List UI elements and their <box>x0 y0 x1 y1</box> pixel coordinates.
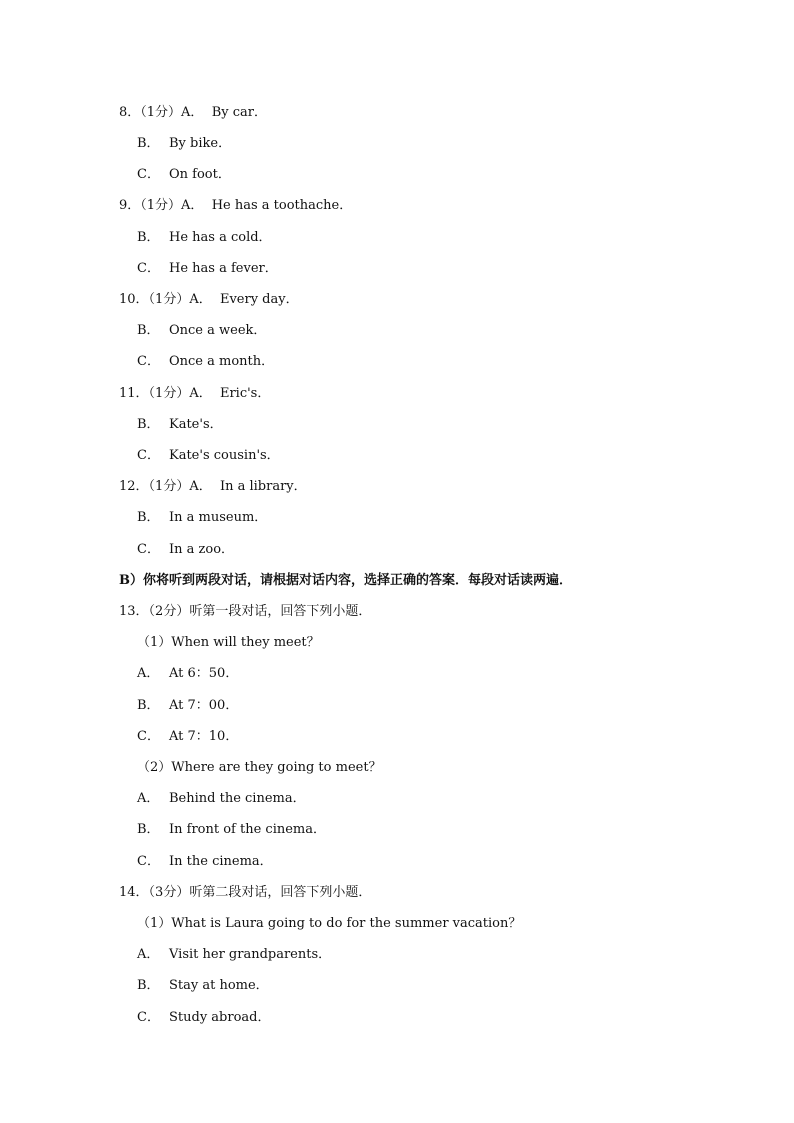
option-b <box>137 698 238 714</box>
option-text: By car． <box>211 105 267 120</box>
question-11 <box>119 386 270 402</box>
option-text: Once a month． <box>169 354 275 369</box>
question-number: 9．（1分）A． <box>119 198 204 213</box>
option-letter: B． <box>137 136 160 151</box>
option-text: In a library． <box>219 479 307 494</box>
question-number: 12．（1分）A． <box>119 479 212 494</box>
option-letter: A． <box>137 947 160 962</box>
question-number: 10．（1分）A． <box>119 292 212 307</box>
option-text: At 7：10． <box>169 729 239 744</box>
option-b <box>137 510 267 526</box>
option-text: At 7：00． <box>169 698 239 713</box>
option-letter: B． <box>137 822 160 837</box>
section-b-instructions: B）你将听到两段对话，请根据对话内容，选择正确的答案．每段对话读两遍． <box>119 573 572 588</box>
option-letter: B． <box>137 230 160 245</box>
option-text: Eric's． <box>219 386 271 401</box>
option-letter: C． <box>137 261 160 276</box>
sub-question: （1）What is Laura going to do for the summer vacation？ <box>137 916 522 931</box>
question-13: 13．（2分）听第一段对话，回答下列小题． <box>119 604 372 619</box>
option-text: Kate's cousin's． <box>169 448 280 463</box>
option-a <box>137 666 238 682</box>
option-a <box>137 947 331 963</box>
option-b <box>137 822 326 838</box>
option-c <box>137 167 231 183</box>
sub-question: （1）When will they meet？ <box>137 635 320 650</box>
option-text: Behind the cinema． <box>169 791 306 806</box>
option-letter: C． <box>137 448 160 463</box>
option-c <box>137 1010 271 1026</box>
option-c <box>137 542 234 558</box>
question-8 <box>119 105 267 121</box>
option-letter: C． <box>137 542 160 557</box>
option-letter: C． <box>137 1010 160 1025</box>
question-9 <box>119 198 352 214</box>
option-c <box>137 729 238 745</box>
option-letter: B． <box>137 978 160 993</box>
option-text: In a zoo． <box>169 542 235 557</box>
option-c <box>137 261 278 277</box>
option-b <box>137 978 269 994</box>
option-c <box>137 854 273 870</box>
option-text: Visit her grandparents． <box>169 947 332 962</box>
option-letter: B． <box>137 323 160 338</box>
option-letter: A． <box>137 666 160 681</box>
option-text: Study abroad． <box>169 1010 271 1025</box>
option-text: He has a cold． <box>169 230 272 245</box>
option-text: In a museum． <box>169 510 268 525</box>
question-10 <box>119 292 299 308</box>
option-letter: C． <box>137 167 160 182</box>
option-text: He has a toothache． <box>211 198 353 213</box>
question-12 <box>119 479 307 495</box>
option-text: Every day． <box>219 292 299 307</box>
option-letter: B． <box>137 510 160 525</box>
option-letter: C． <box>137 854 160 869</box>
question-14: 14．（3分）听第二段对话，回答下列小题． <box>119 885 372 900</box>
option-letter: C． <box>137 354 160 369</box>
option-b <box>137 417 223 433</box>
option-letter: B． <box>137 698 160 713</box>
sub-question: （2）Where are they going to meet？ <box>137 760 382 775</box>
option-text: At 6：50． <box>169 666 239 681</box>
option-text: On foot． <box>169 167 231 182</box>
option-b <box>137 323 266 339</box>
option-letter: A． <box>137 791 160 806</box>
option-text: In front of the cinema． <box>169 822 326 837</box>
option-a <box>137 791 306 807</box>
option-text: Kate's． <box>169 417 223 432</box>
option-c <box>137 354 274 370</box>
question-number: 8．（1分）A． <box>119 105 204 120</box>
option-text: In the cinema． <box>169 854 273 869</box>
option-letter: C． <box>137 729 160 744</box>
option-text: By bike． <box>169 136 232 151</box>
option-c <box>137 448 280 464</box>
option-b <box>137 136 231 152</box>
option-text: Once a week． <box>169 323 267 338</box>
question-number: 11．（1分）A． <box>119 386 212 401</box>
option-text: Stay at home． <box>169 978 269 993</box>
option-text: He has a fever． <box>169 261 278 276</box>
option-letter: B． <box>137 417 160 432</box>
option-b <box>137 230 272 246</box>
